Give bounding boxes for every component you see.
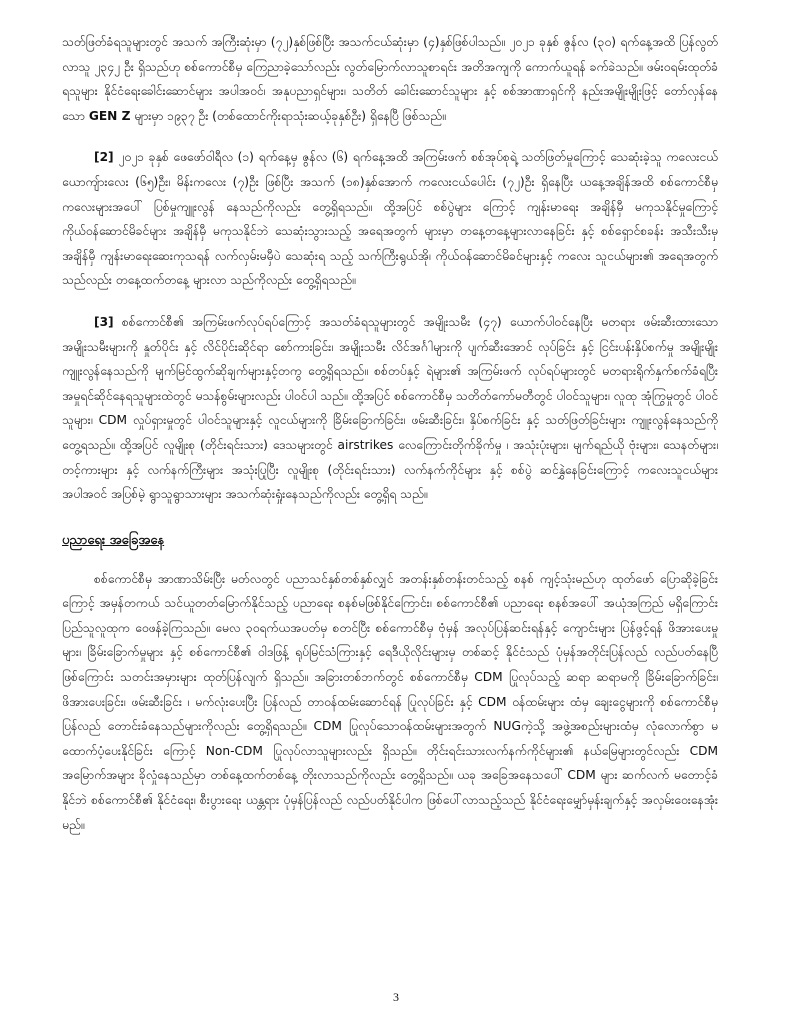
paragraph-casualties-text: သတ်ဖြတ်ခံရသူများတွင် အသက် အကြီးဆုံးမှာ (၇၂)နှစ်ဖြစ်ပြီး အသက်ငယ်ဆုံးမှာ (၄)နှစ်ဖြစ်ပါသည်။ ၂၀၂၁ ခုနှစ် ဇွန်လ (၃၀) ရက်နေ့အထိ ပြန်လွတ်လာသူ ၂၃၄၂ ဦး ရှိသည်ဟု စစ်ကောင်စီမှ ကြေညာခဲ့သော်လည်း လွတ်မြောက်လာသူစာရင်း အတိအကျကို ကောက်ယူရန် ခက်ခဲသည်။ ဖမ်းဝရမ်းထုတ်ခံရသူများ နိုင်ငံရေးခေါင်းဆောင်များ အပါအဝင်၊ အနုပညာရှင်များ၊ သတိတ် ခေါင်းဆောင်သူများ နှင့် စစ်အာဏာရှင်ကို နည်းအမျိုးမျိုးဖြင့် တော်လှန်နေသော bbox=[62, 35, 718, 123]
paragraph-women bbox=[62, 310, 718, 507]
section-heading-education: ပညာရေး အခြေအနေ bbox=[62, 532, 165, 548]
paragraph-children-text: ၂၀၂၁ ခုနှစ် ဖေဖော်ဝါရီလ (၁) ရက်နေ့မှ ဇွန်လ (၆) ရက်နေ့အထိ အကြမ်းဖက် စစ်အုပ်စုရဲ့ သတ်ဖြတ်မှုကြောင့် သေဆုံးခဲ့သူ ကလေးငယ် ယောကျ်ားလေး (၆၅)ဦး၊ မိန်းကလေး (၇)ဦး ဖြစ်ပြီး အသက် (၁၈)နှစ်အောက် ကလေးငယ်ပေါင်း (၇၂)ဦး ရှိနေပြီး ယနေ့အချိန်အထိ စစ်ကောင်စီမှ ကလေးများအပေါ် ပြစ်မှုကျူးလွန် နေသည်ကိုလည်း တွေ့ရှိရသည်။ ထို့အပြင် စစ်ပွဲများ ကြောင့် ကျန်းမာရေး အချိန်မှီ မကုသနိုင်မှုကြောင့် ကိုယ်ဝန်ဆောင်မိခင်များ အချိန်မှီ မကုသနိုင်ဘဲ သေဆုံးသွားသည့် အရေအတွက် များမှာ တနေ့တနေ့များလာနေခြင်း နှင့် စစ်ရှောင်စခန်း အသီးသီးမှ အချိန်မှီ ကျန်းမာရေးဆေးကုသရန် လက်လှမ်းမမှီပဲ သေဆုံးရ သည့် သက်ကြီးရွယ်အို၊ ကိုယ်ဝန်ဆောင်မိခင်များနှင့် ကလေး သူငယ်များ၏ အရေအတွက်သည်လည်း တနေ့ထက်တနေ့ များလာ သည်ကိုလည်း တွေ့ရှိရသည်။ bbox=[62, 150, 718, 288]
paragraph-education-text: စစ်ကောင်စီမှ အာဏာသိမ်းပြီး မတ်လတွင် ပညာသင်နှစ်တစ်နှစ်လျှင် အတန်းနှစ်တန်းတင်သည့် စနစ် ကျင့်သုံးမည်ဟု ထုတ်ဖော် ပြောဆိုခဲ့ခြင်းကြောင့် အမှန်တကယ် သင်ယူတတ်မြောက်နိုင်သည့် ပညာရေး စနစ်မဖြစ်နိုင်ကြောင်း၊ စစ်ကောင်စီ၏ ပညာရေး စနစ်အပေါ် အယုံအကြည် မရှိကြောင်း ပြည်သူလူထုက ဝေဖန်ခဲ့ကြသည်။ မေလ ၃၀ရက်ယအပတ်မှ စတင်ပြီး စစ်ကောင်စီမှ ဗုံမှန် အလုပ်ပြန်ဆင်းရန်နှင့် ကျောင်းများ ပြန်ဖွင့်ရန် ဖိအားပေးမှုများ၊ ခြိမ်းခြောက်မှုများ နှင့် စစ်ကောင်စီ၏ ဝါဒဖြန့် ရုပ်မြင်သံကြားနှင့် ရေဒီယိုလိုင်းများမှ တစ်ဆင့် နိုင်ငံသည် ပုံမှန်အတိုင်းပြန်လည် လည်ပတ်နေပြီ ဖြစ်ကြောင်း သတင်းအမှားများ ထုတ်ပြန်လျက် ရှိသည်။ အခြားတစ်ဘက်တွင် စစ်ကောင်စီမှ CDM ပြုလုပ်သည့် ဆရာ ဆရာမကို ခြိမ်းခြောက်ခြင်း၊ ဖိအားပေးခြင်း၊ ဖမ်းဆီးခြင်း ၊ မက်လုံးပေးပြီး ပြန်လည် တာဝန်ထမ်းဆောင်ရန် ပြုလုပ်ခြင်း နှင့် CDM ဝန်ထမ်းများ ထံမှ ချေးငွေများကို စစ်ကောင်စီမှ ပြန်လည် တောင်းခံနေသည်များကိုလည်း တွေ့ရှိရသည်။ CDM ပြုလုပ်သောဝန်ထမ်းများအတွက် NUGကဲ့သို့ အဖွဲ့အစည်းများထံမှ လုံလောက်စွာ မထောက်ပံ့ပေးနိုင်ခြင်း ကြောင့် Non-CDM ပြုလုပ်လာသူများလည်း ရှိသည်။ တိုင်းရင်းသားလက်နက်ကိုင်များ၏ နယ်မြေများတွင်လည်း CDM အမြောက်အများ ခိုလှုံနေသည်မှာ တစ်နေ့ထက်တစ်နေ့ တိုးလာသည်ကိုလည်း တွေ့ရှိသည်။ ယခု အခြေအနေသပေါ် CDM များ ဆက်လက် မတောင့်ခံနိုင်ဘဲ စစ်ကောင်စီ၏ နိုင်ငံရေး၊ စီးပွားရေး ယန္တရား ပုံမှန်ပြန်လည် လည်ပတ်နိုင်ပါက ဖြစ်ပေါ်လာသည့်သည် နိုင်ငံရေးမျှော်မှန်းချက်နှင့် အလှမ်းဝေးနေအုံးမည်။ bbox=[62, 571, 718, 832]
paragraph-children bbox=[62, 145, 718, 293]
gen-z-label: GEN Z bbox=[88, 108, 131, 123]
footnote-ref-3[interactable]: [3] bbox=[94, 314, 114, 329]
paragraph-women-text: စစ်ကောင်စီ၏ အကြမ်းဖက်လုပ်ရပ်ကြောင့် အသတ်ခံရသူများတွင် အမျိုးသမီး (၄၇) ယောက်ပါဝင်နေပြီး မတရား ဖမ်းဆီးထားသော အမျိုးသမီးများကို နှုတ်ပိုင်း နှင့် လိင်ပိုင်းဆိုင်ရာ စော်ကားခြင်း၊ အမျိုးသမီး လိင်အင်္ဂါများကို ပျက်ဆီးအောင် လုပ်ခြင်း နှင့် ငြင်းပန်းနှိပ်စက်မှု အမျိုးမျိုး ကျူးလွန်နေသည်ကို မျက်မြင်ထွက်ဆိုချက်များနှင့်တကွ တွေ့ရှိရသည်။ စစ်တပ်နှင့် ရဲများ၏ အကြမ်းဖက် လုပ်ရပ်များတွင် မတရားရိုက်နှက်စက်ခံရပြီး အမှုရင်ဆိုင်နေရသူများထဲတွင် မသန်စွမ်းများလည်း ပါဝင်ပါ သည်။ ထို့အပြင် စစ်ကောင်စီမှ သတိတ်ကော်မတီတွင် ပါဝင်သူများ၊ လူထု အုံကြွမှုတွင် ပါဝင်သူများ၊ CDM လှုပ်ရှားမှုတွင် ပါဝင်သူများနှင့် လူငယ်များကို ခြိမ်းခြောက်ခြင်း၊ ဖမ်းဆီးခြင်း၊ နှိပ်စက်ခြင်း နှင့် သတ်ဖြတ်ခြင်းများ ကျူးလွန်နေသည်ကို တွေ့ရသည်။ ထို့အပြင် လူမျိုးစု (တိုင်းရင်းသား) ဒေသများတွင် airstrikes လေကြောင်းတိုက်ခိုက်မှု ၊ အသုံးပုံးများ၊ မျက်ရည်ယို ဗုံးများ၊ သေနတ်များ၊ တင့်ကားများ နှင့် လက်နက်ကြီးများ အသုံးပြုပြီး လူမျိုးစု (တိုင်းရင်းသား) လက်နက်ကိုင်များ နှင့် စစ်ပွဲ ဆင်နွှဲနေခြင်းကြောင့် ကလေးသူငယ်များ အပါအဝင် အပြစ်မဲ့ ရွာသူရွာသားများ အသက်ဆုံးရှုံးနေသည်ကိုလည်း တွေ့ရှိရ သည်။ bbox=[62, 314, 719, 502]
footnote-ref-2[interactable]: [2] bbox=[94, 150, 114, 165]
paragraph-casualties bbox=[62, 30, 718, 128]
paragraph-casualties-tail: များမှာ ၁၉၃၇ ဦး (တစ်ထောင်ကိုးရာသုံးဆယ့်ခုနှစ်ဦး) ရှိနေပြီ ဖြစ်သည်။ bbox=[134, 108, 446, 123]
paragraph-education bbox=[62, 567, 718, 838]
page-number: 3 bbox=[393, 990, 399, 1004]
